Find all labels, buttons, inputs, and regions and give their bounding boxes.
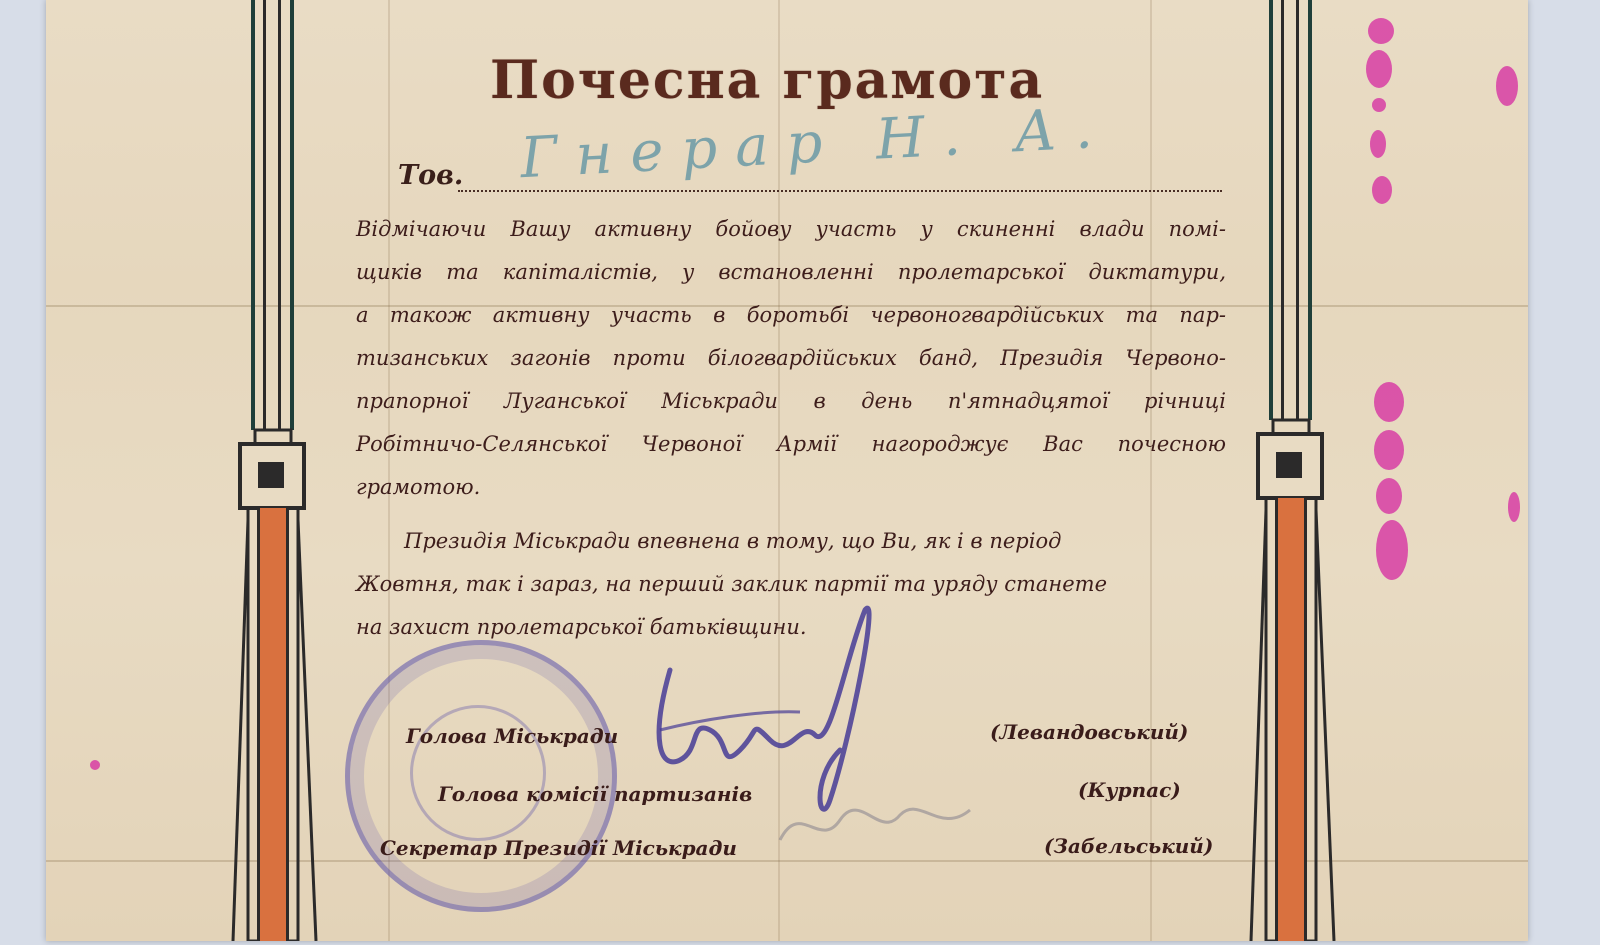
signatory-name-chair: (Левандовський) — [990, 720, 1189, 744]
ink-stain — [90, 760, 100, 770]
ink-stain — [1370, 130, 1386, 158]
recipient-row — [398, 160, 1222, 196]
text-line: грамотою. — [356, 475, 481, 499]
text-line: Робітничо-Селянської Червоної Армії нагороджує Вас почесною — [356, 432, 1226, 456]
ink-stain — [1372, 176, 1392, 204]
text-line: на захист пролетарської батьківщини. — [356, 615, 807, 639]
signatory-name-partisans: (Курпас) — [1078, 778, 1181, 802]
signatory-role-chair: Голова Міськради — [406, 724, 619, 748]
ink-stain — [1374, 430, 1404, 470]
faint-signature — [770, 780, 990, 860]
text-line: Президія Міськради впевнена в тому, що Ви, як і в період — [404, 529, 1062, 553]
text-line: тизанських загонів проти білогвардійських банд, Президія Червоно- — [356, 346, 1226, 370]
text-line: Жовтня, так і зараз, на перший заклик партії та уряду станете — [356, 572, 1108, 596]
paragraph-award-reason — [356, 208, 1226, 509]
signatory-name-secretary: (Забельський) — [1044, 834, 1214, 858]
recipient-dotted-line — [458, 190, 1222, 192]
text-line: прапорної Луганської Міськради в день п'ятнадцятої річниці — [356, 389, 1226, 413]
ink-stain — [1366, 50, 1392, 88]
left-decorative-pillar — [228, 0, 318, 941]
signatory-role-secretary: Секретар Президії Міськради — [380, 836, 737, 860]
recipient-label: Тов. — [398, 160, 464, 191]
text-line: Відмічаючи Вашу активну бойову участь у скиненні влади помі- — [356, 217, 1226, 241]
signatory-role-partisans: Голова комісії партизанів — [438, 782, 753, 806]
ink-stain — [1376, 520, 1408, 580]
certificate-title: Почесна грамота — [490, 50, 1045, 111]
ink-stain — [1368, 18, 1394, 44]
right-decorative-pillar — [1246, 0, 1336, 941]
official-stamp-seal — [345, 640, 617, 912]
ink-stain — [1508, 492, 1520, 522]
ink-stain — [1496, 66, 1518, 106]
ink-stain — [1374, 382, 1404, 422]
ink-stain — [1376, 478, 1402, 514]
text-line: щиків та капіталістів, у встановленні пролетарської диктатури, — [356, 260, 1226, 284]
text-line: а також активну участь в боротьбі червоногвардійських та пар- — [356, 303, 1226, 327]
handwritten-recipient-name: Гнерар Н. А. — [518, 95, 1112, 192]
ink-stain — [1372, 98, 1386, 112]
